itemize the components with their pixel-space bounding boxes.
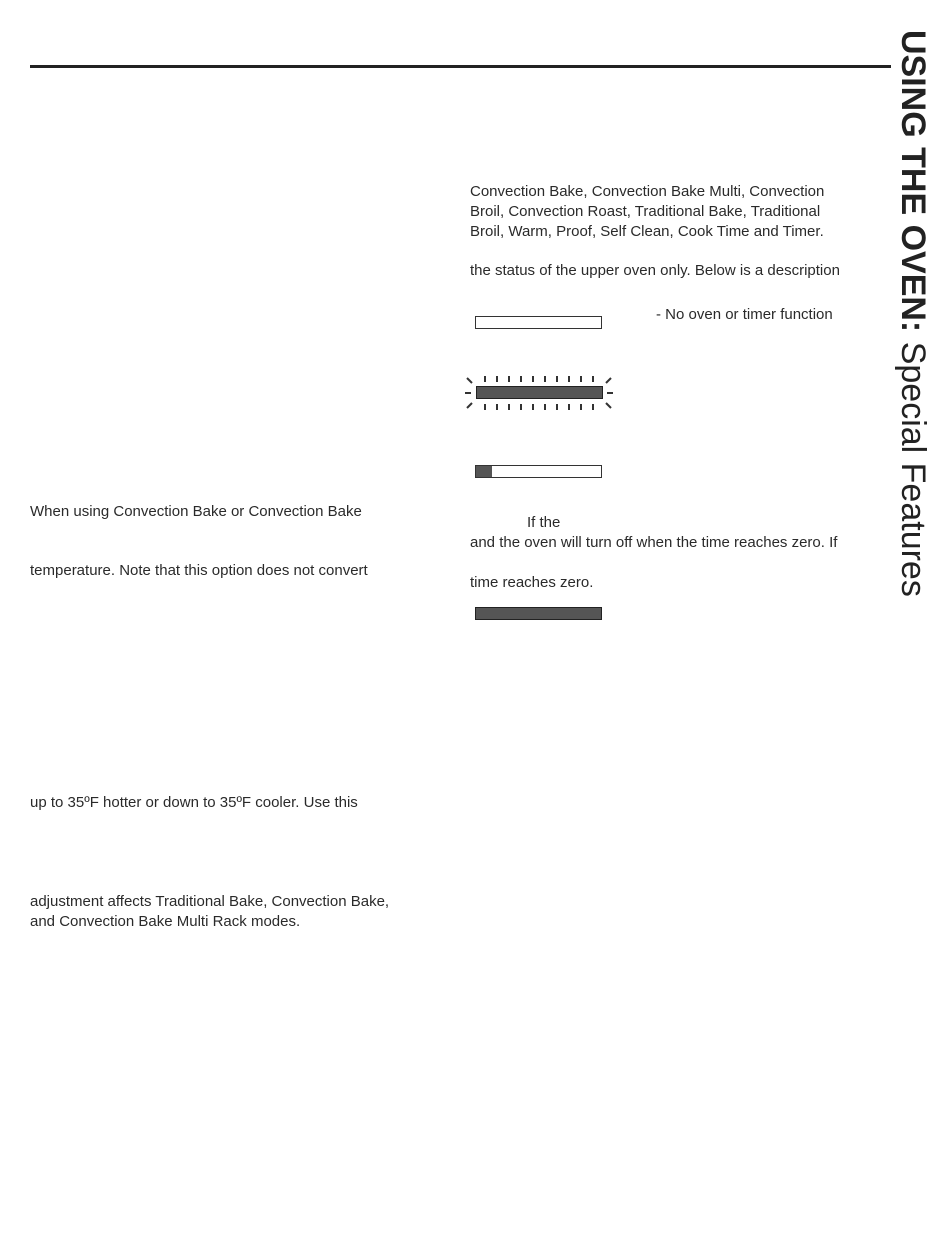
indicator-bar-empty xyxy=(475,316,602,329)
right-text-line: and the oven will turn off when the time reaches zero. If xyxy=(470,534,838,551)
section-title xyxy=(896,30,930,597)
indicator-bar-blinking xyxy=(463,374,615,412)
header-rule xyxy=(30,65,891,68)
left-text-line: and Convection Bake Multi Rack modes. xyxy=(30,913,301,930)
section-title-main: USING THE OVEN: xyxy=(894,30,932,333)
left-text-line: When using Convection Bake or Convection Bake xyxy=(30,503,362,520)
right-text-line: - No oven or timer function xyxy=(656,306,833,323)
right-text-line: the status of the upper oven only. Below is a description xyxy=(470,262,840,279)
right-text-line: If the xyxy=(527,514,561,531)
right-text-line: Broil, Convection Roast, Traditional Bake, Traditional xyxy=(470,203,821,220)
left-text-line: up to 35ºF hotter or down to 35ºF cooler. Use this xyxy=(30,794,358,811)
right-text-line: Broil, Warm, Proof, Self Clean, Cook Time and Timer. xyxy=(470,223,824,240)
right-text-line: time reaches zero. xyxy=(470,574,594,591)
indicator-bar-full xyxy=(475,607,602,620)
left-text-line: temperature. Note that this option does not convert xyxy=(30,562,368,579)
right-text-line: Convection Bake, Convection Bake Multi, Convection xyxy=(470,183,825,200)
section-title-sub: Special Features xyxy=(894,332,932,597)
left-text-line: adjustment affects Traditional Bake, Convection Bake, xyxy=(30,893,390,910)
indicator-bar-partial-segment xyxy=(476,466,492,477)
indicator-bar-partial xyxy=(475,465,602,478)
indicator-bar-blinking-fill xyxy=(476,386,603,399)
